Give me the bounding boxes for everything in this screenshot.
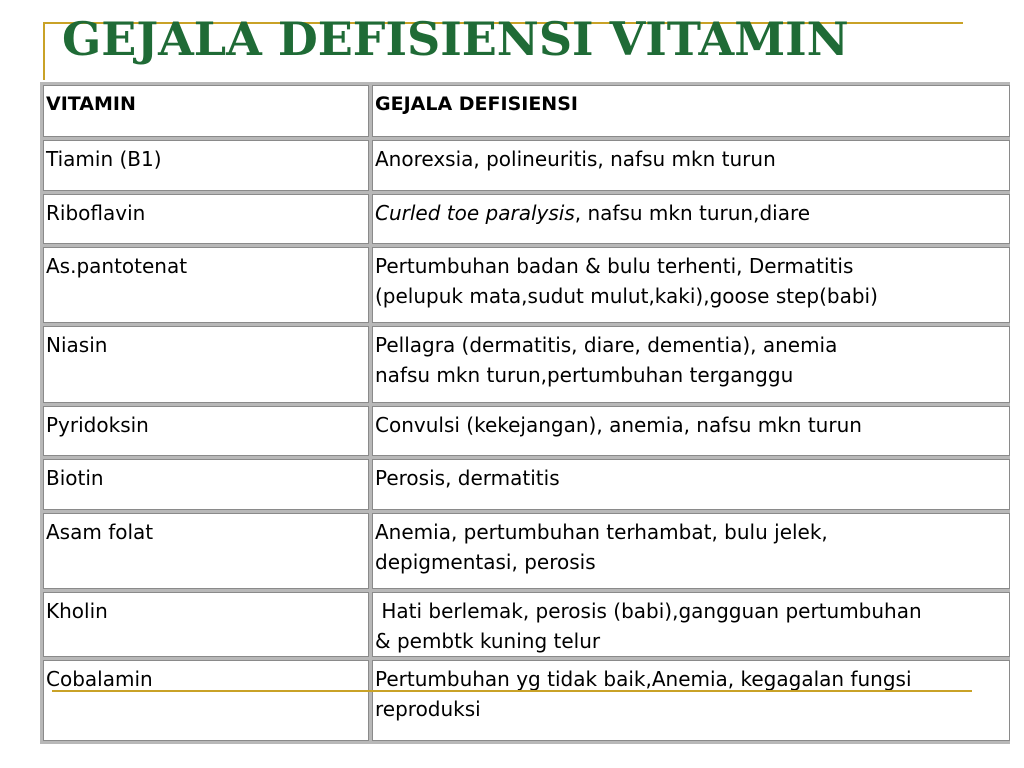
symptoms-cell — [372, 660, 1010, 741]
table-row — [43, 326, 1010, 402]
symptoms-text-line2: & pembtk kuning telur — [375, 629, 601, 654]
table-row — [43, 194, 1010, 244]
vitamin-cell: Biotin — [43, 459, 369, 509]
symptoms-text: Anorexsia, polineuritis, nafsu mkn turun — [375, 147, 776, 172]
table-row — [43, 513, 1010, 589]
vitamin-cell: As.pantotenat — [43, 247, 369, 323]
table-header-row — [43, 85, 1010, 137]
table-row — [43, 592, 1010, 657]
page-title: GEJALA DEFISIENSI VITAMIN — [62, 12, 849, 66]
symptoms-cell — [372, 513, 1010, 589]
vitamin-table-container — [40, 82, 1010, 744]
vitamin-cell: Tiamin (B1) — [43, 140, 369, 190]
header-symptoms: GEJALA DEFISIENSI — [372, 85, 1010, 137]
table-row — [43, 247, 1010, 323]
decorative-bottom-line — [52, 690, 972, 692]
symptoms-cell — [372, 459, 1010, 509]
decorative-left-line — [43, 22, 45, 80]
symptoms-text: Perosis, dermatitis — [375, 466, 560, 491]
header-vitamin: VITAMIN — [43, 85, 369, 137]
table-row — [43, 459, 1010, 509]
symptoms-cell — [372, 326, 1010, 402]
symptoms-text: Pertumbuhan yg tidak baik,Anemia, kegagalan fungsi — [375, 667, 912, 692]
table-row — [43, 406, 1010, 456]
vitamin-cell: Kholin — [43, 592, 369, 657]
vitamin-cell: Cobalamin — [43, 660, 369, 741]
symptoms-cell — [372, 140, 1010, 190]
vitamin-cell: Niasin — [43, 326, 369, 402]
symptoms-text-line2: depigmentasi, perosis — [375, 549, 596, 574]
symptoms-text: , nafsu mkn turun,diare — [574, 200, 811, 225]
symptoms-text-line2: nafsu mkn turun,pertumbuhan terganggu — [375, 363, 794, 388]
vitamin-cell: Asam folat — [43, 513, 369, 589]
vitamin-deficiency-table — [40, 82, 1013, 744]
symptoms-text: Anemia, pertumbuhan terhambat, bulu jelek, — [375, 519, 828, 544]
symptoms-text-line2: (pelupuk mata,sudut mulut,kaki),goose step(babi) — [375, 283, 878, 308]
symptoms-italic-text: Curled toe paralysis — [375, 200, 575, 225]
table-row — [43, 660, 1010, 741]
symptoms-text-line2: reproduksi — [375, 697, 481, 722]
symptoms-cell — [372, 406, 1010, 456]
vitamin-cell: Pyridoksin — [43, 406, 369, 456]
symptoms-cell — [372, 247, 1010, 323]
symptoms-text: Convulsi (kekejangan), anemia, nafsu mkn turun — [375, 412, 862, 437]
symptoms-cell — [372, 194, 1010, 244]
table-row — [43, 140, 1010, 190]
symptoms-text: Pellagra (dermatitis, diare, dementia), anemia — [375, 333, 838, 358]
symptoms-text: Pertumbuhan badan & bulu terhenti, Dermatitis — [375, 253, 854, 278]
symptoms-text: Hati berlemak, perosis (babi),gangguan pertumbuhan — [375, 599, 922, 624]
symptoms-cell — [372, 592, 1010, 657]
vitamin-cell: Riboflavin — [43, 194, 369, 244]
